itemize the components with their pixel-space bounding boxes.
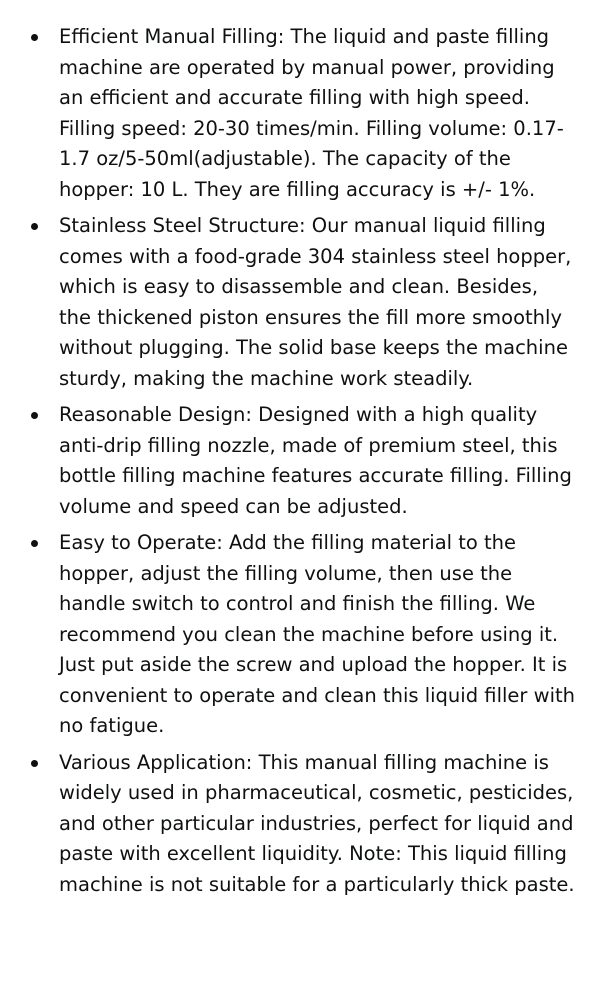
bullet-dot-icon [31,540,38,547]
feature-bullet-easy-to-operate [0,528,575,742]
feature-bullet-reasonable-design [0,400,575,522]
feature-bullet-text: Efficient Manual Filling: The liquid and paste filling machine are operated by manual power, providing an efficient and accurate filling with high speed. Filling speed: 20-30 times/min. Filling volume: 0.17-1.7 oz/5-50ml(adjustable). The capacity of the hopper: 10 L. They are filling accuracy is +/- 1%. [59,25,564,201]
feature-bullet-text: Various Application: This manual filling machine is widely used in pharmaceutical, cosmetic, pesticides, and other particular industries, perfect for liquid and paste with excellent liquidity. Note: This liquid filling machine is not suitable for a particularly thick paste. [59,750,575,896]
feature-bullet-text: Stainless Steel Structure: Our manual liquid filling comes with a food-grade 304 stainless steel hopper, which is easy to disassemble and clean. Besides, the thickened piston ensures the fill more smoothly without plugging. The solid base keeps the machine sturdy, making the machine work steadily. [59,214,572,390]
feature-bullet-text: Easy to Operate: Add the filling material to the hopper, adjust the filling volume, then use the handle switch to control and finish the filling. We recommend you clean the machine before using it. Just put aside the screw and upload the hopper. It is convenient to operate and clean this liquid filler with no fatigue. [59,531,575,737]
feature-bullet-stainless-steel-structure [0,211,575,394]
feature-bullet-efficient-manual-filling [0,22,575,205]
bullet-dot-icon [31,223,38,230]
bullet-dot-icon [31,412,38,419]
bullet-dot-icon [31,760,38,767]
bullet-dot-icon [31,34,38,41]
feature-bullet-text: Reasonable Design: Designed with a high quality anti-drip filling nozzle, made of premium steel, this bottle filling machine features accurate filling. Filling volume and speed can be adjusted. [59,403,572,518]
feature-bullet-various-application [0,748,575,901]
